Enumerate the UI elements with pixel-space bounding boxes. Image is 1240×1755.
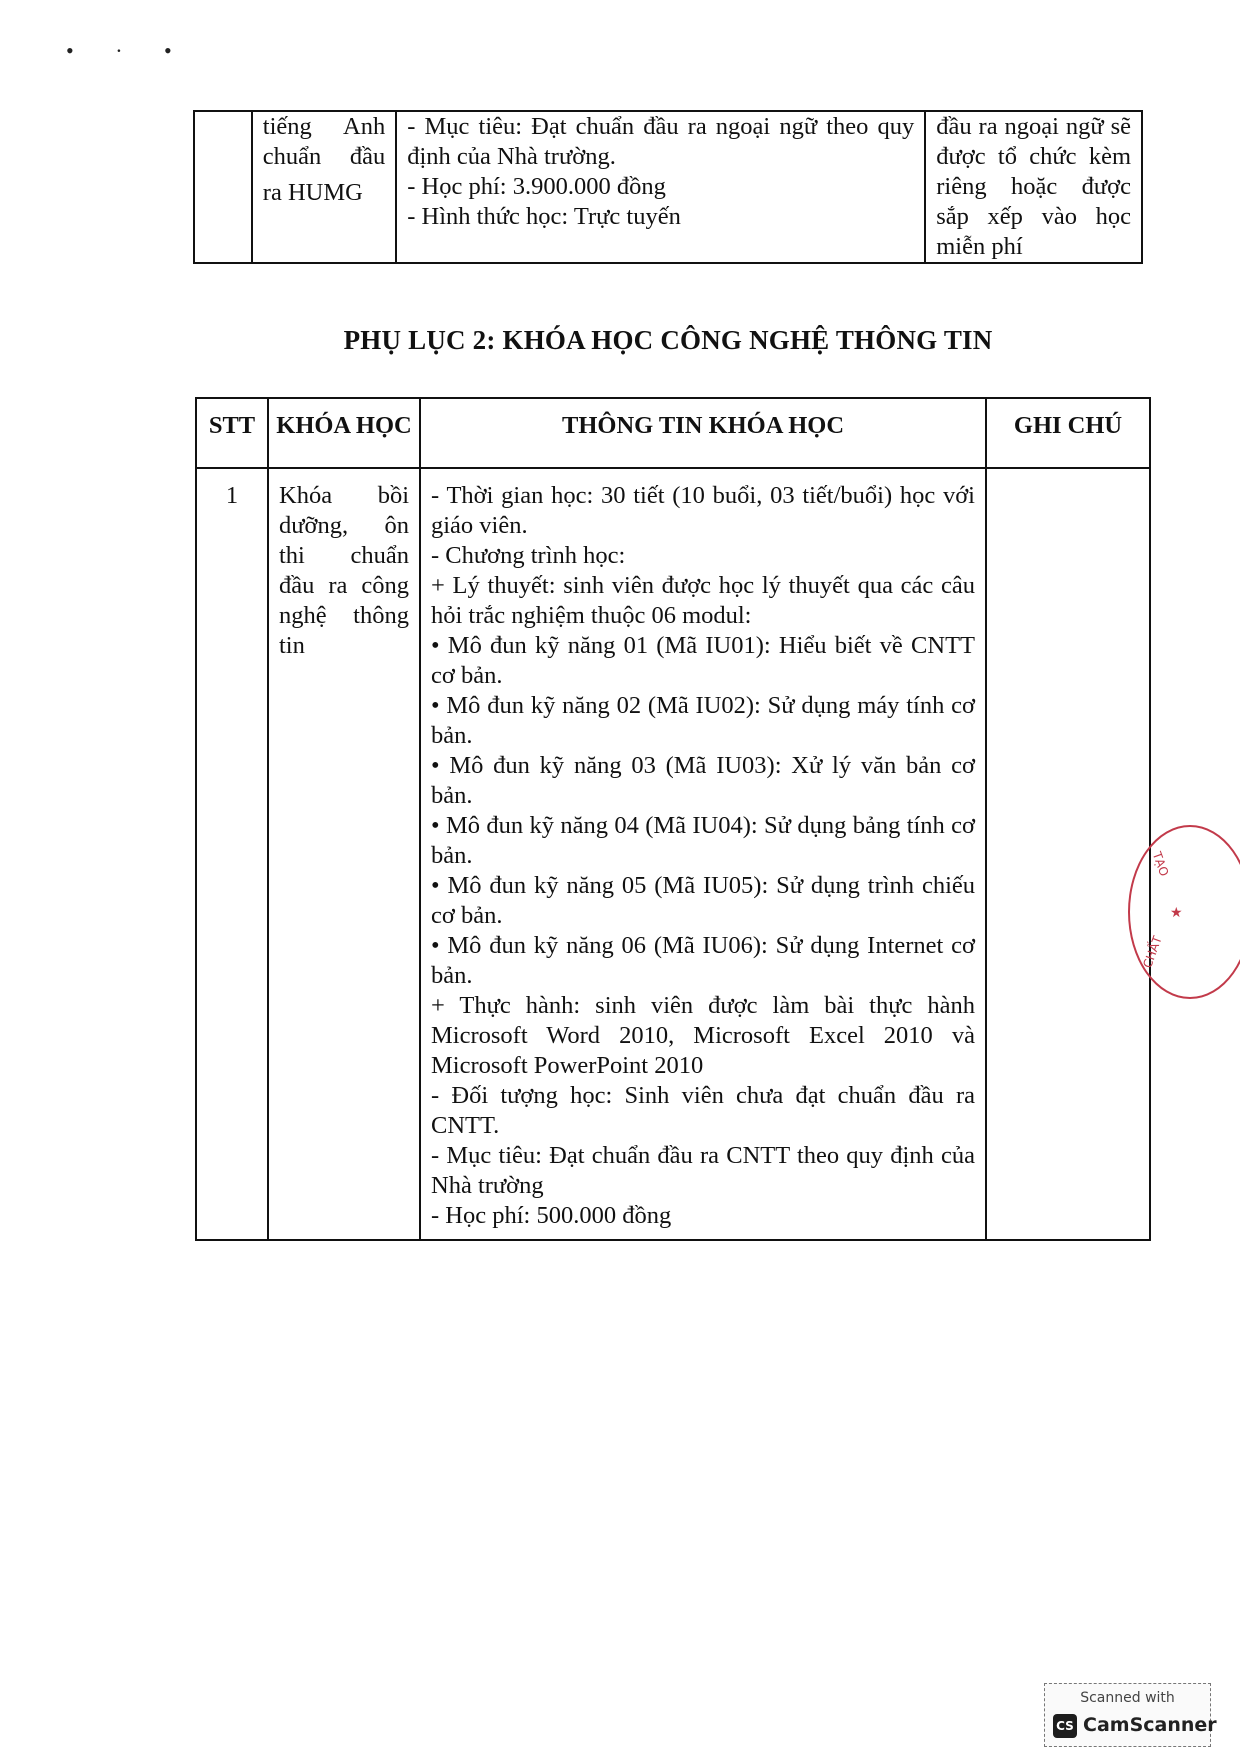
info-line: - Đối tượng học: Sinh viên chưa đạt chuẩn đầu ra CNTT.: [431, 1082, 975, 1139]
info-line: - Mục tiêu: Đạt chuẩn đầu ra ngoại ngữ theo quy định của Nhà trường.: [407, 113, 915, 170]
stt-cell: 1: [196, 468, 268, 1240]
info-line: • Mô đun kỹ năng 04 (Mã IU04): Sử dụng bảng tính cơ bản.: [431, 812, 975, 869]
note-cell: [986, 468, 1150, 1240]
table-header-row: [196, 398, 1150, 468]
info-line: - Hình thức học: Trực tuyến: [407, 203, 681, 230]
camscanner-badge: [1044, 1683, 1217, 1747]
continuation-table: [193, 110, 1143, 264]
info-line: • Mô đun kỹ năng 05 (Mã IU05): Sử dụng trình chiếu cơ bản.: [431, 872, 975, 929]
camscanner-caption: Scanned with: [1080, 1690, 1175, 1706]
info-line: - Học phí: 3.900.000 đồng: [407, 173, 666, 200]
course-name-line: tin: [279, 632, 305, 659]
seal-star-icon: ★: [1170, 905, 1183, 921]
info-line: • Mô đun kỹ năng 02 (Mã IU02): Sử dụng máy tính cơ bản.: [431, 692, 975, 749]
header-course: KHÓA HỌC: [268, 398, 420, 468]
seal-text: TẠO: [1149, 849, 1172, 879]
official-seal: [1128, 825, 1240, 999]
course-name-cell: [268, 468, 420, 1240]
course-name-line: nghệ thông: [279, 602, 409, 629]
course-info-cell: [420, 468, 986, 1240]
header-note: GHI CHÚ: [986, 398, 1150, 468]
scan-specks: • · •: [66, 38, 190, 63]
section-title: PHỤ LỤC 2: KHÓA HỌC CÔNG NGHỆ THÔNG TIN: [343, 325, 993, 355]
info-line: + Lý thuyết: sinh viên được học lý thuyết qua các câu hỏi trắc nghiệm thuộc 06 modul:: [431, 572, 975, 629]
course-name-line: Khóa bồi: [279, 482, 409, 509]
stt-cell: [194, 111, 252, 263]
course-info-cell: [396, 111, 925, 263]
course-name-line: tiếng Anh: [262, 113, 386, 140]
table-row: [196, 468, 1150, 1240]
course-name-line: đầu ra công: [279, 572, 409, 599]
course-name-line: thi chuẩn: [279, 542, 409, 569]
info-line: • Mô đun kỹ năng 06 (Mã IU06): Sử dụng Internet cơ bản.: [431, 932, 975, 989]
header-info: THÔNG TIN KHÓA HỌC: [420, 398, 986, 468]
camscanner-logo-icon: CS: [1053, 1714, 1077, 1738]
note-cell: đầu ra ngoại ngữ sẽ được tổ chức kèm riêng hoặc được sắp xếp vào học miễn phí: [925, 111, 1142, 263]
info-line: - Mục tiêu: Đạt chuẩn đầu ra CNTT theo quy định của Nhà trường: [431, 1142, 975, 1199]
info-line: • Mô đun kỹ năng 01 (Mã IU01): Hiểu biết về CNTT cơ bản.: [431, 632, 975, 689]
info-line: + Thực hành: sinh viên được làm bài thực hành Microsoft Word 2010, Microsoft Excel 2010 và Microsoft PowerPoint 2010: [431, 992, 975, 1079]
info-line: - Học phí: 500.000 đồng: [431, 1202, 672, 1229]
seal-text: CHẤT: [1140, 934, 1165, 970]
camscanner-name: CamScanner: [1083, 1714, 1217, 1736]
table-row: [194, 111, 1142, 263]
info-line: • Mô đun kỹ năng 03 (Mã IU03): Xử lý văn bản cơ bản.: [431, 752, 975, 809]
it-course-table: [195, 397, 1151, 1241]
info-line: - Chương trình học:: [431, 542, 626, 569]
header-stt: STT: [196, 398, 268, 468]
course-name-line: chuẩn đầu: [262, 143, 386, 170]
course-name-line: ra HUMG: [262, 179, 363, 206]
course-name-cell: [252, 111, 396, 263]
course-name-line: dưỡng, ôn: [279, 512, 409, 539]
info-line: - Thời gian học: 30 tiết (10 buổi, 03 tiết/buổi) học với giáo viên.: [431, 482, 975, 539]
